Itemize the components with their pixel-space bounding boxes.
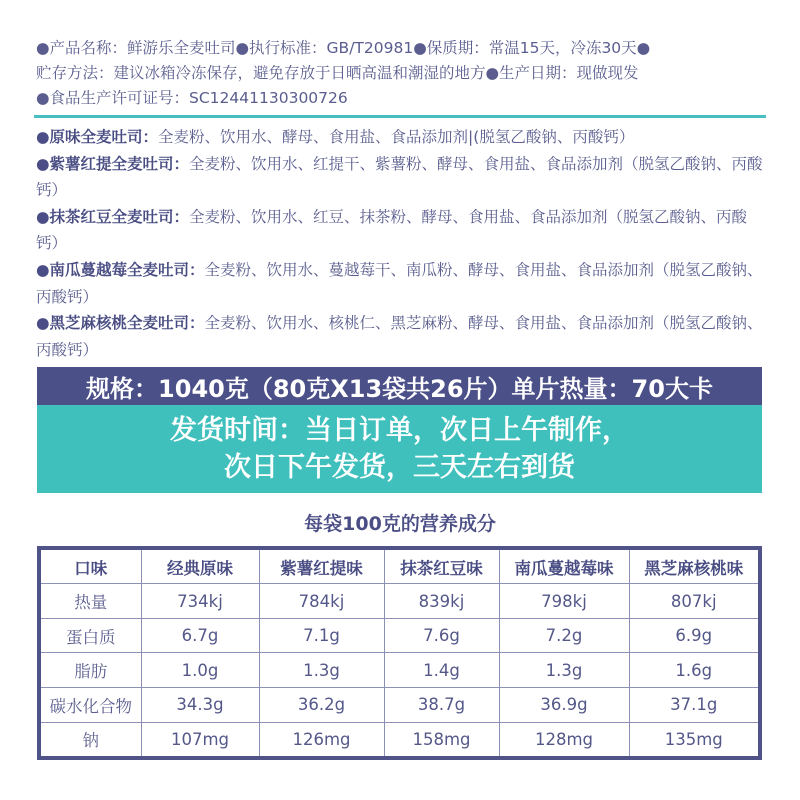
table-cell: 1.3g (499, 653, 629, 688)
header-cell: 抹茶红豆味 (384, 550, 499, 584)
ingredient-text: 全麦粉、饮用水、蔓越莓干、南瓜粉、酵母、食用盐、食品添加剂（脱氢乙酸钠、丙酸钙） (36, 260, 763, 306)
row-label: 钠 (41, 722, 141, 756)
table-row (41, 618, 758, 653)
bullet-icon: ● (36, 154, 50, 173)
table-row (41, 722, 758, 756)
ingredient-text: 全麦粉、饮用水、红提干、紫薯粉、酵母、食用盐、食品添加剂（脱氢乙酸钠、丙酸钙） (36, 154, 763, 200)
ingredient-item (36, 124, 766, 151)
header-cell: 经典原味 (141, 550, 259, 584)
ingredient-name: 原味全麦吐司： (49, 128, 159, 146)
info-line: ●食品生产许可证号：SC12441130300726 (36, 89, 348, 107)
table-cell: 7.1g (259, 618, 384, 653)
ingredient-item (36, 310, 766, 363)
table-row (41, 688, 758, 723)
table-cell: 36.9g (499, 688, 629, 723)
table-cell: 36.2g (259, 688, 384, 723)
table-header-row (41, 550, 758, 584)
ingredient-name: 紫薯红提全麦吐司： (49, 154, 190, 173)
ingredient-name: 抹茶红豆全麦吐司： (49, 207, 190, 226)
table-cell: 126mg (259, 722, 384, 756)
bullet-icon: ● (36, 207, 50, 226)
table-cell: 1.3g (259, 653, 384, 688)
shipping-banner (37, 405, 762, 493)
product-info (36, 36, 766, 111)
ingredient-name: 黑芝麻核桃全麦吐司： (49, 314, 205, 333)
ingredient-item (36, 151, 766, 204)
table-cell: 1.6g (629, 653, 758, 688)
header-cell: 黑芝麻核桃味 (629, 550, 758, 584)
table-cell: 7.6g (384, 618, 499, 653)
table-cell: 7.2g (499, 618, 629, 653)
header-cell: 口味 (41, 550, 141, 584)
table-cell: 107mg (141, 722, 259, 756)
ingredient-text: 全麦粉、饮用水、酵母、食用盐、食品添加剂|(脱氢乙酸钠、丙酸钙） (158, 128, 635, 146)
bullet-icon: ● (36, 128, 50, 146)
ingredients-list (36, 124, 766, 363)
row-label: 脂肪 (41, 653, 141, 688)
table-row (41, 584, 758, 619)
shipping-line: 发货时间：当日订单，次日上午制作， (170, 415, 629, 446)
ingredient-item (36, 257, 766, 310)
header-cell: 南瓜蔓越莓味 (499, 550, 629, 584)
table-cell: 6.7g (141, 618, 259, 653)
nutrition-table (41, 550, 758, 756)
info-line: ●产品名称：鲜游乐全麦吐司●执行标准：GB/T20981●保质期：常温15天，冷冻30天● (36, 39, 651, 57)
table-cell: 135mg (629, 722, 758, 756)
table-cell: 734kj (141, 584, 259, 619)
row-label: 热量 (41, 584, 141, 619)
table-cell: 37.1g (629, 688, 758, 723)
table-cell: 784kj (259, 584, 384, 619)
table-cell: 158mg (384, 722, 499, 756)
table-row (41, 653, 758, 688)
section-divider (34, 115, 766, 118)
ingredient-text: 全麦粉、饮用水、核桃仁、黑芝麻粉、酵母、食用盐、食品添加剂（脱氢乙酸钠、丙酸钙） (36, 314, 763, 359)
row-label: 碳水化合物 (41, 688, 141, 723)
nutrition-table-title: 每袋100克的营养成分 (304, 513, 496, 535)
table-cell: 6.9g (629, 618, 758, 653)
header-cell: 紫薯红提味 (259, 550, 384, 584)
ingredient-name: 南瓜蔓越莓全麦吐司： (49, 260, 205, 279)
table-cell: 839kj (384, 584, 499, 619)
table-cell: 798kj (499, 584, 629, 619)
table-cell: 1.4g (384, 653, 499, 688)
table-cell: 34.3g (141, 688, 259, 723)
ingredient-text: 全麦粉、饮用水、红豆、抹茶粉、酵母、食用盐、食品添加剂（脱氢乙酸钠、丙酸钙） (36, 207, 748, 253)
bullet-icon: ● (36, 260, 50, 279)
info-line: 贮存方法：建议冰箱冷冻保存，避免存放于日晒高温和潮湿的地方●生产日期：现做现发 (36, 64, 639, 82)
nutrition-table-frame (37, 546, 762, 760)
row-label: 蛋白质 (41, 618, 141, 653)
table-cell: 1.0g (141, 653, 259, 688)
bullet-icon: ● (36, 314, 50, 333)
table-cell: 807kj (629, 584, 758, 619)
table-cell: 128mg (499, 722, 629, 756)
table-cell: 38.7g (384, 688, 499, 723)
spec-banner: 规格：1040克（80克X13袋共26片）单片热量：70大卡 (37, 367, 762, 405)
ingredient-item (36, 204, 766, 257)
shipping-line: 次日下午发货，三天左右到货 (224, 452, 575, 483)
